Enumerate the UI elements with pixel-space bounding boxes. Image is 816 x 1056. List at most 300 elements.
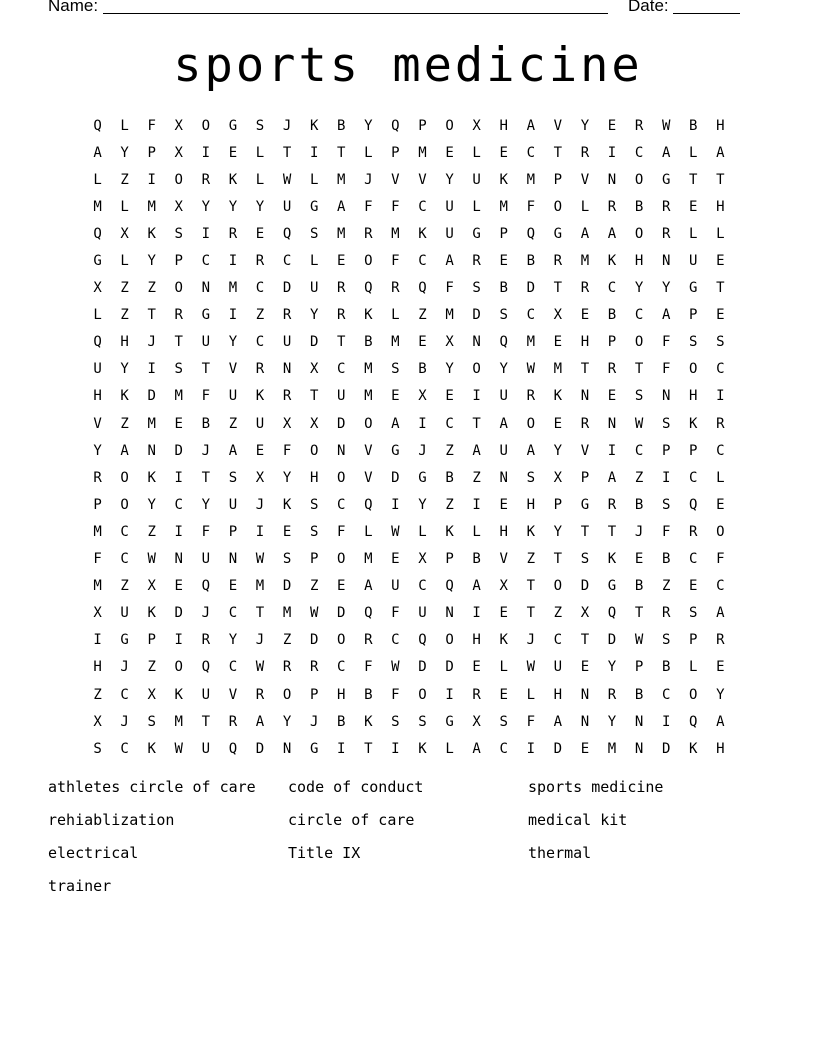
grid-letter[interactable]: U	[201, 740, 211, 757]
grid-letter[interactable]: S	[174, 225, 183, 242]
grid-letter[interactable]: T	[580, 523, 590, 540]
grid-letter[interactable]: C	[716, 442, 725, 459]
grid-letter[interactable]: C	[391, 632, 400, 649]
grid-letter[interactable]: W	[282, 171, 292, 188]
grid-letter[interactable]: G	[201, 307, 211, 324]
grid-letter[interactable]: Y	[228, 198, 238, 215]
grid-letter[interactable]: O	[689, 361, 698, 378]
grid-letter[interactable]: S	[689, 334, 698, 351]
grid-letter[interactable]: T	[364, 740, 373, 757]
grid-letter[interactable]: H	[472, 632, 481, 649]
grid-letter[interactable]: X	[309, 361, 319, 378]
grid-letter[interactable]: U	[309, 280, 319, 297]
grid-letter[interactable]: C	[526, 307, 535, 324]
grid-letter[interactable]: S	[661, 415, 671, 432]
grid-letter[interactable]: Z	[445, 442, 454, 459]
grid-letter[interactable]: S	[309, 496, 319, 513]
grid-letter[interactable]: P	[309, 686, 319, 703]
grid-letter[interactable]: S	[309, 523, 319, 540]
grid-letter[interactable]: Y	[201, 198, 211, 215]
grid-letter[interactable]: V	[364, 442, 373, 459]
grid-letter[interactable]: Q	[418, 632, 427, 649]
grid-letter[interactable]: V	[418, 171, 427, 188]
grid-letter[interactable]: O	[526, 415, 535, 432]
grid-letter[interactable]: O	[445, 117, 454, 134]
grid-letter[interactable]: U	[472, 171, 481, 188]
grid-letter[interactable]: I	[661, 469, 671, 486]
grid-letter[interactable]: X	[174, 144, 183, 161]
grid-letter[interactable]: F	[661, 361, 671, 378]
grid-letter[interactable]: Q	[526, 225, 535, 242]
grid-letter[interactable]: I	[337, 740, 346, 757]
grid-letter[interactable]: T	[553, 551, 563, 568]
grid-letter[interactable]: G	[309, 198, 319, 215]
grid-letter[interactable]: H	[716, 117, 725, 134]
grid-letter[interactable]: H	[716, 198, 725, 215]
grid-letter[interactable]: R	[255, 361, 265, 378]
grid-letter[interactable]: T	[472, 415, 481, 432]
grid-letter[interactable]: O	[689, 686, 698, 703]
grid-letter[interactable]: S	[391, 361, 400, 378]
grid-letter[interactable]: N	[580, 388, 590, 405]
grid-letter[interactable]: L	[93, 171, 102, 188]
grid-letter[interactable]: R	[716, 415, 725, 432]
grid-letter[interactable]: P	[228, 523, 238, 540]
grid-letter[interactable]: A	[337, 198, 346, 215]
grid-letter[interactable]: Y	[553, 523, 563, 540]
grid-letter[interactable]: L	[120, 198, 129, 215]
grid-letter[interactable]: F	[391, 686, 400, 703]
grid-letter[interactable]: L	[255, 171, 265, 188]
grid-letter[interactable]: D	[309, 334, 319, 351]
grid-letter[interactable]: S	[716, 334, 725, 351]
grid-letter[interactable]: P	[391, 144, 400, 161]
grid-letter[interactable]: I	[472, 605, 481, 622]
grid-letter[interactable]: W	[634, 415, 644, 432]
grid-letter[interactable]: E	[445, 144, 454, 161]
grid-letter[interactable]: D	[526, 280, 535, 297]
grid-letter[interactable]: I	[472, 388, 481, 405]
grid-letter[interactable]: S	[661, 632, 671, 649]
grid-letter[interactable]: O	[174, 280, 183, 297]
grid-letter[interactable]: J	[418, 442, 427, 459]
grid-letter[interactable]: R	[634, 117, 644, 134]
grid-letter[interactable]: T	[174, 334, 183, 351]
grid-letter[interactable]: Y	[553, 442, 563, 459]
grid-letter[interactable]: W	[174, 740, 183, 757]
grid-letter[interactable]: E	[472, 659, 481, 676]
grid-letter[interactable]: E	[689, 198, 698, 215]
grid-letter[interactable]: I	[147, 361, 156, 378]
grid-letter[interactable]: T	[309, 388, 319, 405]
grid-letter[interactable]: R	[472, 686, 481, 703]
grid-letter[interactable]: Z	[526, 551, 535, 568]
grid-letter[interactable]: O	[553, 198, 563, 215]
grid-letter[interactable]: R	[201, 632, 211, 649]
grid-letter[interactable]: C	[445, 415, 454, 432]
grid-letter[interactable]: K	[526, 523, 535, 540]
grid-letter[interactable]: I	[147, 171, 156, 188]
grid-letter[interactable]: D	[445, 659, 454, 676]
grid-letter[interactable]: N	[282, 361, 292, 378]
grid-letter[interactable]: U	[445, 198, 454, 215]
grid-letter[interactable]: G	[309, 740, 319, 757]
grid-letter[interactable]: I	[201, 225, 211, 242]
grid-letter[interactable]: T	[526, 605, 535, 622]
grid-letter[interactable]: N	[661, 388, 671, 405]
grid-letter[interactable]: X	[472, 713, 481, 730]
grid-letter[interactable]: I	[607, 442, 617, 459]
grid-letter[interactable]: D	[553, 740, 563, 757]
grid-letter[interactable]: U	[201, 551, 211, 568]
grid-letter[interactable]: A	[553, 713, 563, 730]
grid-letter[interactable]: A	[716, 605, 725, 622]
grid-letter[interactable]: O	[634, 225, 644, 242]
grid-letter[interactable]: D	[472, 307, 481, 324]
grid-letter[interactable]: Z	[445, 496, 454, 513]
grid-letter[interactable]: R	[337, 307, 346, 324]
grid-letter[interactable]: B	[634, 686, 644, 703]
grid-letter[interactable]: A	[472, 578, 481, 595]
grid-letter[interactable]: F	[445, 280, 454, 297]
grid-letter[interactable]: B	[499, 280, 508, 297]
grid-letter[interactable]: B	[201, 415, 211, 432]
grid-letter[interactable]: U	[93, 361, 102, 378]
grid-letter[interactable]: L	[93, 307, 102, 324]
grid-letter[interactable]: X	[418, 551, 427, 568]
grid-letter[interactable]: S	[526, 469, 535, 486]
grid-letter[interactable]: C	[689, 551, 698, 568]
grid-letter[interactable]: Q	[364, 280, 373, 297]
grid-letter[interactable]: U	[228, 496, 238, 513]
grid-letter[interactable]: A	[472, 740, 481, 757]
grid-letter[interactable]: Q	[282, 225, 292, 242]
grid-letter[interactable]: G	[689, 280, 698, 297]
grid-letter[interactable]: A	[607, 469, 617, 486]
grid-letter[interactable]: H	[689, 388, 698, 405]
grid-letter[interactable]: Z	[472, 469, 481, 486]
grid-letter[interactable]: N	[228, 551, 238, 568]
grid-letter[interactable]: O	[337, 632, 346, 649]
grid-letter[interactable]: T	[201, 469, 211, 486]
grid-letter[interactable]: C	[120, 740, 129, 757]
grid-letter[interactable]: X	[499, 578, 508, 595]
grid-letter[interactable]: Z	[282, 632, 292, 649]
grid-letter[interactable]: D	[337, 415, 346, 432]
grid-letter[interactable]: Z	[309, 578, 319, 595]
grid-letter[interactable]: B	[661, 551, 671, 568]
grid-letter[interactable]: E	[499, 253, 508, 270]
grid-letter[interactable]: N	[607, 171, 617, 188]
grid-letter[interactable]: T	[634, 605, 644, 622]
grid-letter[interactable]: Z	[120, 307, 129, 324]
grid-letter[interactable]: P	[553, 171, 563, 188]
grid-letter[interactable]: O	[337, 469, 346, 486]
grid-letter[interactable]: G	[472, 225, 481, 242]
grid-letter[interactable]: S	[499, 307, 508, 324]
grid-letter[interactable]: A	[661, 307, 671, 324]
grid-letter[interactable]: T	[716, 171, 725, 188]
grid-letter[interactable]: Q	[499, 334, 508, 351]
grid-letter[interactable]: D	[255, 740, 265, 757]
grid-letter[interactable]: I	[661, 713, 671, 730]
grid-letter[interactable]: H	[499, 117, 508, 134]
grid-letter[interactable]: K	[174, 686, 183, 703]
grid-letter[interactable]: Q	[689, 496, 698, 513]
grid-letter[interactable]: H	[499, 523, 508, 540]
grid-letter[interactable]: M	[255, 578, 265, 595]
date-blank-line[interactable]	[673, 13, 740, 14]
grid-letter[interactable]: A	[364, 578, 373, 595]
grid-letter[interactable]: T	[553, 280, 563, 297]
grid-letter[interactable]: H	[93, 659, 102, 676]
grid-letter[interactable]: I	[309, 144, 319, 161]
grid-letter[interactable]: M	[553, 361, 563, 378]
grid-letter[interactable]: T	[580, 361, 590, 378]
grid-letter[interactable]: O	[364, 415, 373, 432]
grid-letter[interactable]: R	[228, 225, 238, 242]
grid-letter[interactable]: A	[526, 117, 535, 134]
grid-letter[interactable]: F	[282, 442, 292, 459]
grid-letter[interactable]: Y	[634, 280, 644, 297]
grid-letter[interactable]: I	[607, 144, 617, 161]
grid-letter[interactable]: K	[499, 632, 508, 649]
grid-letter[interactable]: B	[634, 578, 644, 595]
grid-letter[interactable]: X	[553, 469, 563, 486]
grid-letter[interactable]: K	[553, 388, 563, 405]
grid-letter[interactable]: C	[120, 551, 129, 568]
grid-letter[interactable]: H	[716, 740, 725, 757]
grid-letter[interactable]: B	[689, 117, 698, 134]
grid-letter[interactable]: R	[255, 253, 265, 270]
grid-letter[interactable]: R	[689, 523, 698, 540]
grid-letter[interactable]: Z	[634, 469, 644, 486]
grid-letter[interactable]: E	[716, 496, 725, 513]
grid-letter[interactable]: Z	[661, 578, 671, 595]
grid-letter[interactable]: S	[147, 713, 156, 730]
grid-letter[interactable]: I	[174, 632, 183, 649]
grid-letter[interactable]: K	[255, 388, 265, 405]
grid-letter[interactable]: L	[309, 171, 319, 188]
grid-letter[interactable]: G	[607, 578, 617, 595]
grid-letter[interactable]: M	[364, 361, 373, 378]
grid-letter[interactable]: R	[364, 632, 373, 649]
grid-letter[interactable]: W	[255, 659, 265, 676]
grid-letter[interactable]: E	[391, 551, 400, 568]
grid-letter[interactable]: L	[418, 523, 427, 540]
grid-letter[interactable]: I	[228, 307, 238, 324]
grid-letter[interactable]: R	[364, 225, 373, 242]
grid-letter[interactable]: M	[499, 198, 508, 215]
grid-letter[interactable]: C	[337, 659, 346, 676]
grid-letter[interactable]: E	[716, 253, 725, 270]
grid-letter[interactable]: C	[228, 605, 238, 622]
grid-letter[interactable]: M	[526, 171, 535, 188]
grid-letter[interactable]: E	[255, 442, 265, 459]
grid-letter[interactable]: V	[499, 551, 508, 568]
grid-letter[interactable]: W	[391, 659, 400, 676]
grid-letter[interactable]: U	[418, 605, 427, 622]
grid-letter[interactable]: A	[716, 713, 725, 730]
grid-letter[interactable]: Q	[391, 117, 400, 134]
grid-letter[interactable]: N	[337, 442, 346, 459]
grid-letter[interactable]: D	[418, 659, 427, 676]
grid-letter[interactable]: E	[716, 307, 725, 324]
grid-letter[interactable]: X	[282, 415, 292, 432]
grid-letter[interactable]: E	[174, 578, 183, 595]
grid-letter[interactable]: U	[255, 415, 265, 432]
grid-letter[interactable]: L	[472, 198, 481, 215]
grid-letter[interactable]: S	[661, 496, 671, 513]
grid-letter[interactable]: T	[607, 523, 617, 540]
grid-letter[interactable]: K	[147, 225, 156, 242]
grid-letter[interactable]: F	[391, 253, 400, 270]
grid-letter[interactable]: A	[228, 442, 238, 459]
grid-letter[interactable]: L	[689, 659, 698, 676]
grid-letter[interactable]: U	[201, 334, 211, 351]
grid-letter[interactable]: P	[174, 253, 183, 270]
grid-letter[interactable]: I	[255, 523, 265, 540]
grid-letter[interactable]: U	[689, 253, 698, 270]
grid-letter[interactable]: K	[445, 523, 454, 540]
grid-letter[interactable]: R	[282, 388, 292, 405]
grid-letter[interactable]: D	[607, 632, 617, 649]
grid-letter[interactable]: O	[174, 659, 183, 676]
grid-letter[interactable]: O	[364, 253, 373, 270]
grid-letter[interactable]: H	[337, 686, 346, 703]
grid-letter[interactable]: J	[255, 632, 265, 649]
grid-letter[interactable]: O	[309, 442, 319, 459]
grid-letter[interactable]: N	[282, 740, 292, 757]
grid-letter[interactable]: K	[689, 415, 698, 432]
grid-letter[interactable]: J	[147, 334, 156, 351]
grid-letter[interactable]: F	[364, 659, 373, 676]
grid-letter[interactable]: O	[120, 496, 129, 513]
grid-letter[interactable]: M	[337, 171, 346, 188]
grid-letter[interactable]: R	[282, 659, 292, 676]
grid-letter[interactable]: E	[282, 523, 292, 540]
grid-letter[interactable]: M	[337, 225, 346, 242]
grid-letter[interactable]: G	[661, 171, 671, 188]
grid-letter[interactable]: E	[174, 415, 183, 432]
grid-letter[interactable]: C	[418, 578, 427, 595]
grid-letter[interactable]: C	[716, 361, 725, 378]
grid-letter[interactable]: Y	[418, 496, 427, 513]
grid-letter[interactable]: E	[499, 496, 508, 513]
grid-letter[interactable]: H	[634, 253, 644, 270]
grid-letter[interactable]: W	[661, 117, 671, 134]
grid-letter[interactable]: I	[201, 144, 211, 161]
grid-letter[interactable]: E	[634, 551, 644, 568]
grid-letter[interactable]: O	[472, 361, 481, 378]
grid-letter[interactable]: C	[282, 253, 292, 270]
grid-letter[interactable]: X	[120, 225, 129, 242]
grid-letter[interactable]: D	[661, 740, 671, 757]
name-blank-line[interactable]	[103, 13, 608, 14]
grid-letter[interactable]: M	[174, 388, 183, 405]
grid-letter[interactable]: M	[93, 578, 102, 595]
grid-letter[interactable]: U	[499, 388, 508, 405]
grid-letter[interactable]: P	[634, 659, 644, 676]
grid-letter[interactable]: Y	[445, 361, 454, 378]
grid-letter[interactable]: L	[255, 144, 265, 161]
grid-letter[interactable]: Y	[255, 198, 265, 215]
grid-letter[interactable]: K	[120, 388, 129, 405]
grid-letter[interactable]: V	[93, 415, 102, 432]
grid-letter[interactable]: A	[255, 713, 265, 730]
grid-letter[interactable]: K	[607, 551, 617, 568]
grid-letter[interactable]: W	[634, 632, 644, 649]
grid-letter[interactable]: S	[228, 469, 238, 486]
grid-letter[interactable]: X	[147, 578, 156, 595]
grid-letter[interactable]: O	[553, 578, 563, 595]
grid-letter[interactable]: R	[526, 388, 535, 405]
grid-letter[interactable]: B	[526, 253, 535, 270]
grid-letter[interactable]: R	[580, 280, 590, 297]
grid-letter[interactable]: R	[553, 253, 563, 270]
grid-letter[interactable]: X	[93, 713, 102, 730]
grid-letter[interactable]: N	[580, 713, 590, 730]
grid-letter[interactable]: T	[689, 171, 698, 188]
grid-letter[interactable]: E	[499, 686, 508, 703]
grid-letter[interactable]: F	[201, 388, 211, 405]
grid-letter[interactable]: B	[607, 307, 617, 324]
grid-letter[interactable]: F	[337, 523, 346, 540]
grid-letter[interactable]: Q	[201, 578, 211, 595]
grid-letter[interactable]: Q	[364, 605, 373, 622]
grid-letter[interactable]: I	[716, 388, 725, 405]
grid-letter[interactable]: K	[364, 307, 373, 324]
grid-letter[interactable]: P	[309, 551, 319, 568]
grid-letter[interactable]: P	[580, 469, 590, 486]
grid-letter[interactable]: U	[337, 388, 346, 405]
grid-letter[interactable]: I	[445, 686, 454, 703]
grid-letter[interactable]: L	[499, 659, 508, 676]
grid-letter[interactable]: I	[472, 496, 481, 513]
grid-letter[interactable]: X	[255, 469, 265, 486]
grid-letter[interactable]: X	[418, 388, 427, 405]
grid-letter[interactable]: Y	[607, 659, 617, 676]
grid-letter[interactable]: C	[499, 740, 508, 757]
grid-letter[interactable]: R	[580, 415, 590, 432]
grid-letter[interactable]: G	[391, 442, 400, 459]
grid-letter[interactable]: I	[391, 496, 400, 513]
grid-letter[interactable]: Z	[93, 686, 102, 703]
grid-letter[interactable]: C	[228, 659, 238, 676]
grid-letter[interactable]: J	[364, 171, 373, 188]
grid-letter[interactable]: F	[526, 198, 535, 215]
grid-letter[interactable]: G	[120, 632, 129, 649]
grid-letter[interactable]: X	[174, 198, 183, 215]
grid-letter[interactable]: Y	[364, 117, 373, 134]
grid-letter[interactable]: J	[201, 442, 211, 459]
grid-letter[interactable]: T	[337, 144, 346, 161]
grid-letter[interactable]: L	[716, 225, 725, 242]
grid-letter[interactable]: Z	[553, 605, 563, 622]
grid-letter[interactable]: S	[580, 551, 590, 568]
grid-letter[interactable]: Y	[228, 334, 238, 351]
grid-letter[interactable]: T	[580, 632, 590, 649]
grid-letter[interactable]: Z	[147, 523, 156, 540]
grid-letter[interactable]: K	[147, 469, 156, 486]
grid-letter[interactable]: C	[526, 144, 535, 161]
grid-letter[interactable]: Q	[607, 605, 617, 622]
grid-letter[interactable]: Q	[445, 578, 454, 595]
grid-letter[interactable]: Q	[201, 659, 211, 676]
grid-letter[interactable]: B	[418, 361, 427, 378]
grid-letter[interactable]: E	[580, 659, 590, 676]
grid-letter[interactable]: Y	[661, 280, 671, 297]
